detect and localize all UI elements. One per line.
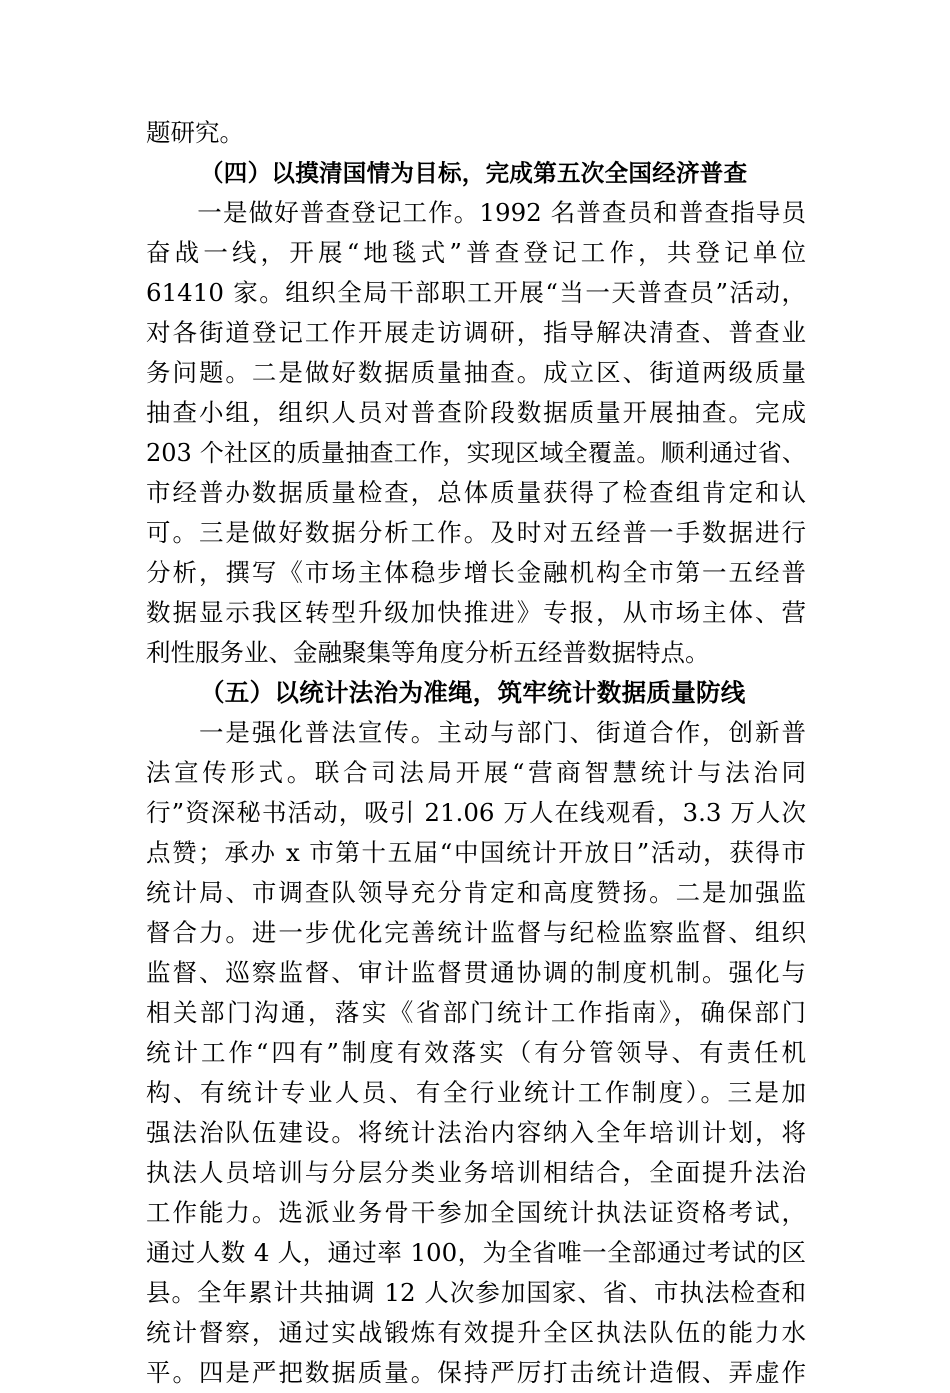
text-line: 题研究。	[146, 118, 244, 147]
text-line: 县。全年累计共抽调 12 人次参加国家、省、市执法检查和	[146, 1278, 806, 1307]
text-line: 相关部门沟通，落实《省部门统计工作指南》，确保部门	[146, 998, 806, 1027]
text-line: 利性服务业、金融聚集等角度分析五经普数据特点。	[146, 638, 710, 667]
text-line: 61410 家。组织全局干部职工开展“当一天普查员”活动，	[146, 278, 806, 307]
text-line: 一是强化普法宣传。主动与部门、街道合作，创新普	[146, 718, 806, 747]
text-line: 平。四是严把数据质量。保持严厉打击统计造假、弄虚作	[146, 1358, 806, 1387]
text-line: 203 个社区的质量抽查工作，实现区域全覆盖。顺利通过省、	[146, 439, 806, 467]
text-line: 一是做好普查登记工作。1992 名普查员和普查指导员	[146, 198, 806, 227]
text-line: 对各街道登记工作开展走访调研，指导解决清查、普查业	[146, 318, 806, 347]
text-line: 行”资深秘书活动，吸引 21.06 万人在线观看，3.3 万人次	[146, 798, 806, 827]
section-heading-5: （五）以统计法治为准绳，筑牢统计数据质量防线	[200, 678, 746, 707]
text-line: 数据显示我区转型升级加快推进》专报，从市场主体、营	[146, 598, 806, 627]
text-line: 通过人数 4 人，通过率 100，为全省唯一全部通过考试的区	[146, 1238, 806, 1267]
text-line: 务问题。二是做好数据质量抽查。成立区、街道两级质量	[146, 358, 806, 387]
text-line: 点赞；承办 x 市第十五届“中国统计开放日”活动，获得市	[146, 838, 806, 867]
document-body	[146, 113, 806, 1393]
text-line: 执法人员培训与分层分类业务培训相结合，全面提升法治	[146, 1158, 806, 1187]
text-line: 法宣传形式。联合司法局开展“营商智慧统计与法治同	[146, 758, 806, 787]
text-line: 统计工作“四有”制度有效落实（有分管领导、有责任机	[146, 1038, 806, 1067]
text-line: 统计局、市调查队领导充分肯定和高度赞扬。二是加强监	[146, 878, 806, 907]
text-line: 抽查小组，组织人员对普查阶段数据质量开展抽查。完成	[146, 398, 806, 427]
text-line: 构、有统计专业人员、有全行业统计工作制度）。三是加	[146, 1078, 806, 1107]
text-line: 统计督察，通过实战锻炼有效提升全区执法队伍的能力水	[146, 1318, 806, 1347]
text-line: 督合力。进一步优化完善统计监督与纪检监察监督、组织	[146, 918, 806, 947]
section-heading-4: （四）以摸清国情为目标，完成第五次全国经济普查	[200, 159, 748, 187]
text-line: 工作能力。选派业务骨干参加全国统计执法证资格考试，	[146, 1198, 806, 1227]
text-line: 可。三是做好数据分析工作。及时对五经普一手数据进行	[146, 518, 806, 547]
text-line: 分析，撰写《市场主体稳步增长金融机构全市第一五经普	[146, 558, 806, 587]
text-line: 市经普办数据质量检查，总体质量获得了检查组肯定和认	[146, 478, 806, 507]
text-line: 监督、巡察监督、审计监督贯通协调的制度机制。强化与	[146, 958, 806, 987]
text-line: 奋战一线，开展“地毯式”普查登记工作，共登记单位	[146, 238, 806, 267]
text-line: 强法治队伍建设。将统计法治内容纳入全年培训计划，将	[146, 1118, 806, 1147]
